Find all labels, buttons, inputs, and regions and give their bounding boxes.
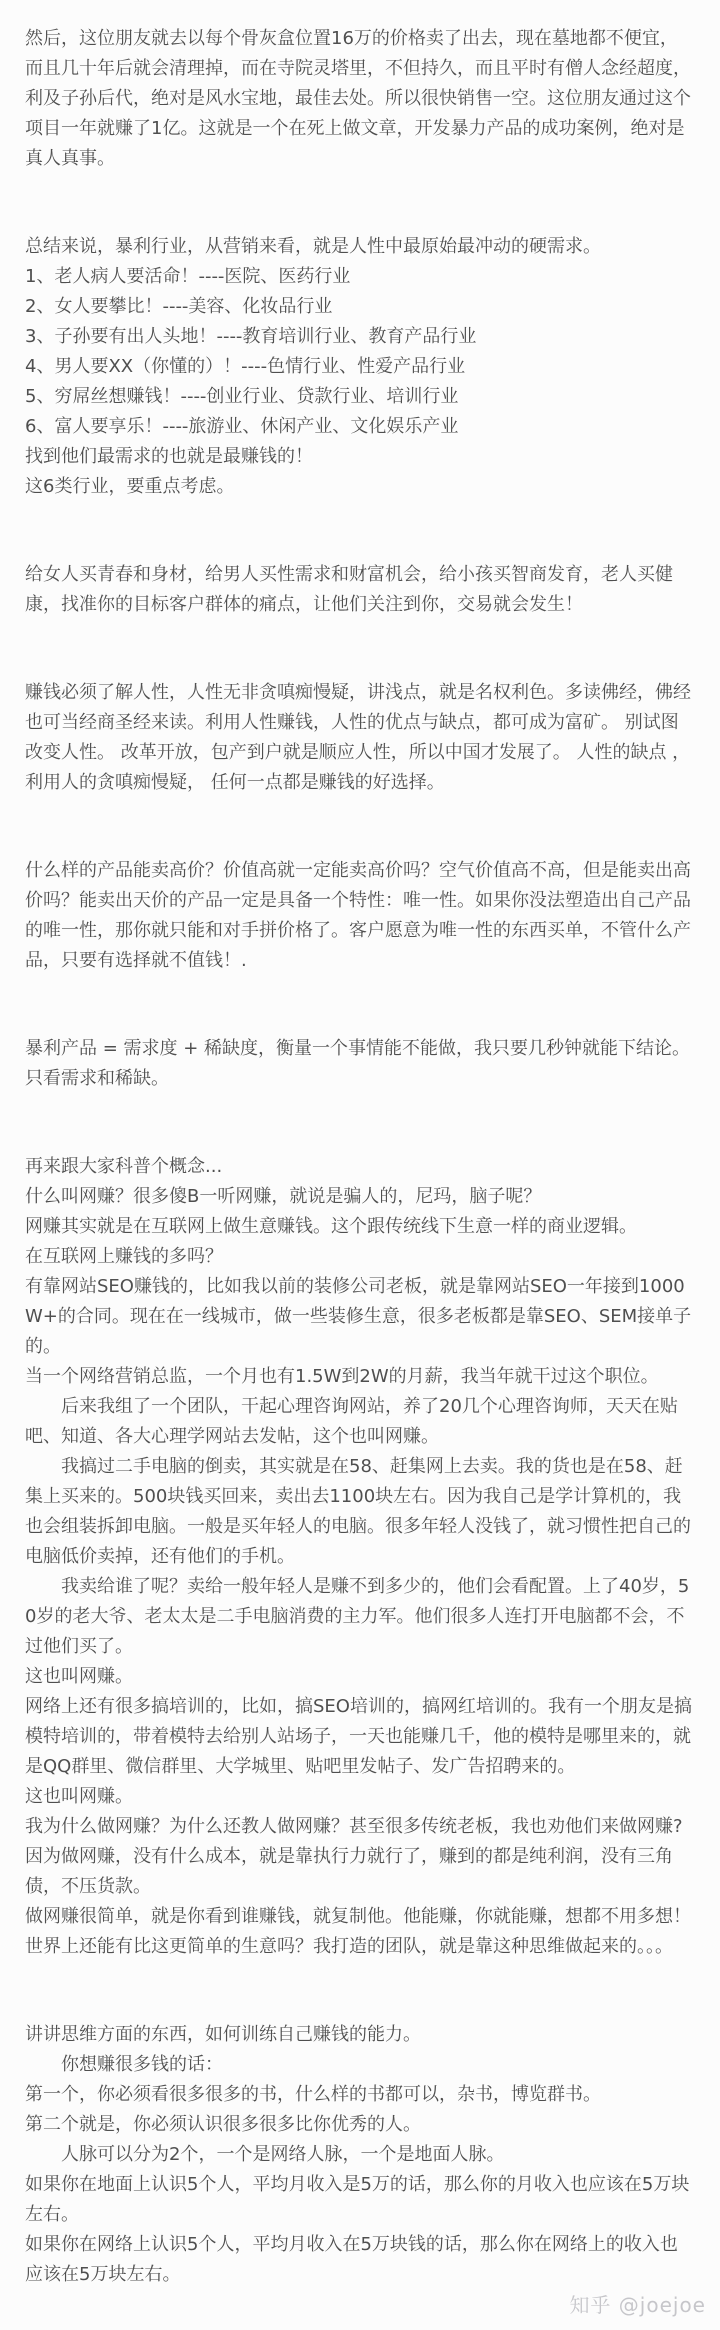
paragraph: 什么叫网赚？很多傻B一听网赚，就说是骗人的，尼玛，脑子呢？ [25,1186,542,1207]
paragraph: 因为做网赚，没有什么成本，就是靠执行力就行了，赚到的都是纯利润，没有三角债，不压货款。 [25,1846,673,1897]
paragraph: 有靠网站SEO赚钱的，比如我以前的装修公司老板，就是靠网站SEO一年接到1000W+的合同。现在在一线城市，做一些装修生意，很多老板都是靠SEO、SEM接单子的。 [25,1276,692,1357]
section-1 [25,24,695,174]
paragraph: 我为什么做网赚？为什么还教人做网赚？甚至很多传统老板，我也劝他们来做网赚? [25,1816,683,1837]
paragraph: 第二个就是，你必须认识很多很多比你优秀的人。 [25,2114,421,2135]
section-7 [25,1152,695,1962]
paragraph: 如果你在网络上认识5个人，平均月收入在5万块钱的话，那么你在网络上的收入也应该在5万块左右。 [25,2234,678,2285]
article-body [25,24,695,2290]
section-3 [25,560,695,620]
paragraph: 讲讲思维方面的东西，如何训练自己赚钱的能力。 [25,2024,421,2045]
paragraph: 然后，这位朋友就去以每个骨灰盒位置16万的价格卖了出去，现在墓地都不便宜，而且几十年后就会清理掉，而在寺院灵塔里，不但持久，而且平时有僧人念经超度，利及子孙后代，绝对是风水宝地，最佳去处。所以很快销售一空。这位朋友通过这个项目一年就赚了1亿。这就是一个在死上做文章，开发暴力产品的成功案例，绝对是真人真事。 [25,28,691,169]
paragraph: 网赚其实就是在互联网上做生意赚钱。这个跟传统线下生意一样的商业逻辑。 [25,1216,637,1237]
paragraph: 3、子孙要有出人头地！----教育培训行业、教育产品行业 [25,326,477,347]
zhihu-watermark: 知乎 @joejoe [569,2293,706,2317]
paragraph: 在互联网上赚钱的多吗？ [25,1246,223,1267]
section-2 [25,232,695,502]
paragraph: 做网赚很简单，就是你看到谁赚钱，就复制他。他能赚，你就能赚，想都不用多想！世界上还能有比这更简单的生意吗？我打造的团队，就是靠这种思维做起来的。。。 [25,1906,691,1957]
paragraph: 这也叫网赚。 [25,1786,133,1807]
paragraph: 当一个网络营销总监，一个月也有1.5W到2W的月薪，我当年就干过这个职位。 [25,1366,659,1387]
paragraph: 人脉可以分为2个，一个是网络人脉，一个是地面人脉。 [61,2144,505,2165]
paragraph: 1、老人病人要活命！----医院、医药行业 [25,266,351,287]
paragraph: 5、穷屌丝想赚钱！----创业行业、贷款行业、培训行业 [25,386,459,407]
paragraph: 什么样的产品能卖高价？价值高就一定能卖高价吗？空气价值高不高，但是能卖出高价吗？能卖出天价的产品一定是具备一个特性：唯一性。如果你没法塑造出自己产品的唯一性，那你就只能和对手拼价格了。客户愿意为唯一性的东西买单，不管什么产品，只要有选择就不值钱！. [25,860,691,971]
paragraph: 后来我组了一个团队，干起心理咨询网站，养了20几个心理咨询师，天天在贴吧、知道、各大心理学网站去发帖，这个也叫网赚。 [25,1396,678,1447]
paragraph: 赚钱必须了解人性，人性无非贪嗔痴慢疑，讲浅点，就是名权利色。多读佛经，佛经也可当经商圣经来读。利用人性赚钱，人性的优点与缺点，都可成为富矿。 别试图改变人性。 改革开放，包产到户就是顺应人性，所以中国才发展了。 人性的缺点 ，利用人的贪嗔痴慢疑， 任何一点都是赚钱的好选择。 [25,682,691,793]
section-6 [25,1034,695,1094]
paragraph: 这也叫网赚。 [25,1666,133,1687]
paragraph: 我卖给谁了呢？卖给一般年轻人是赚不到多少的，他们会看配置。上了40岁，50岁的老大爷、老太太是二手电脑消费的主力军。他们很多人连打开电脑都不会，不过他们买了。 [25,1576,690,1657]
paragraph: 总结来说，暴利行业，从营销来看，就是人性中最原始最冲动的硬需求。 [25,236,601,257]
paragraph: 网络上还有很多搞培训的，比如，搞SEO培训的，搞网红培训的。我有一个朋友是搞模特培训的，带着模特去给别人站场子，一天也能赚几千，他的模特是哪里来的，就是QQ群里、微信群里、大学城里、贴吧里发帖子、发广告招聘来的。 [25,1696,692,1777]
paragraph: 6、富人要享乐！----旅游业、休闲产业、文化娱乐产业 [25,416,459,437]
section-5 [25,856,695,976]
paragraph: 2、女人要攀比！----美容、化妆品行业 [25,296,333,317]
paragraph: 找到他们最需求的也就是最赚钱的！ [25,446,313,467]
paragraph: 4、男人要XX（你懂的）！----色情行业、性爱产品行业 [25,356,466,377]
paragraph: 我搞过二手电脑的倒卖，其实就是在58、赶集网上去卖。我的货也是在58、赶集上买来的。500块钱买回来，卖出去1100块左右。因为我自己是学计算机的，我也会组装拆卸电脑。一般是买年轻人的电脑。很多年轻人没钱了，就习惯性把自己的电脑低价卖掉，还有他们的手机。 [25,1456,691,1567]
paragraph: 再来跟大家科普个概念... [25,1156,223,1177]
paragraph: 给女人买青春和身材，给男人买性需求和财富机会，给小孩买智商发育，老人买健康，找准你的目标客户群体的痛点，让他们关注到你，交易就会发生！ [25,564,673,615]
paragraph: 暴利产品 = 需求度 + 稀缺度，衡量一个事情能不能做，我只要几秒钟就能下结论。只看需求和稀缺。 [25,1038,691,1089]
paragraph: 你想赚很多钱的话： [61,2054,223,2075]
section-4 [25,678,695,798]
paragraph: 这6类行业，要重点考虑。 [25,476,235,497]
paragraph: 如果你在地面上认识5个人，平均月收入是5万的话，那么你的月收入也应该在5万块左右。 [25,2174,690,2225]
section-8 [25,2020,695,2290]
paragraph: 第一个，你必须看很多很多的书，什么样的书都可以，杂书，博览群书。 [25,2084,601,2105]
